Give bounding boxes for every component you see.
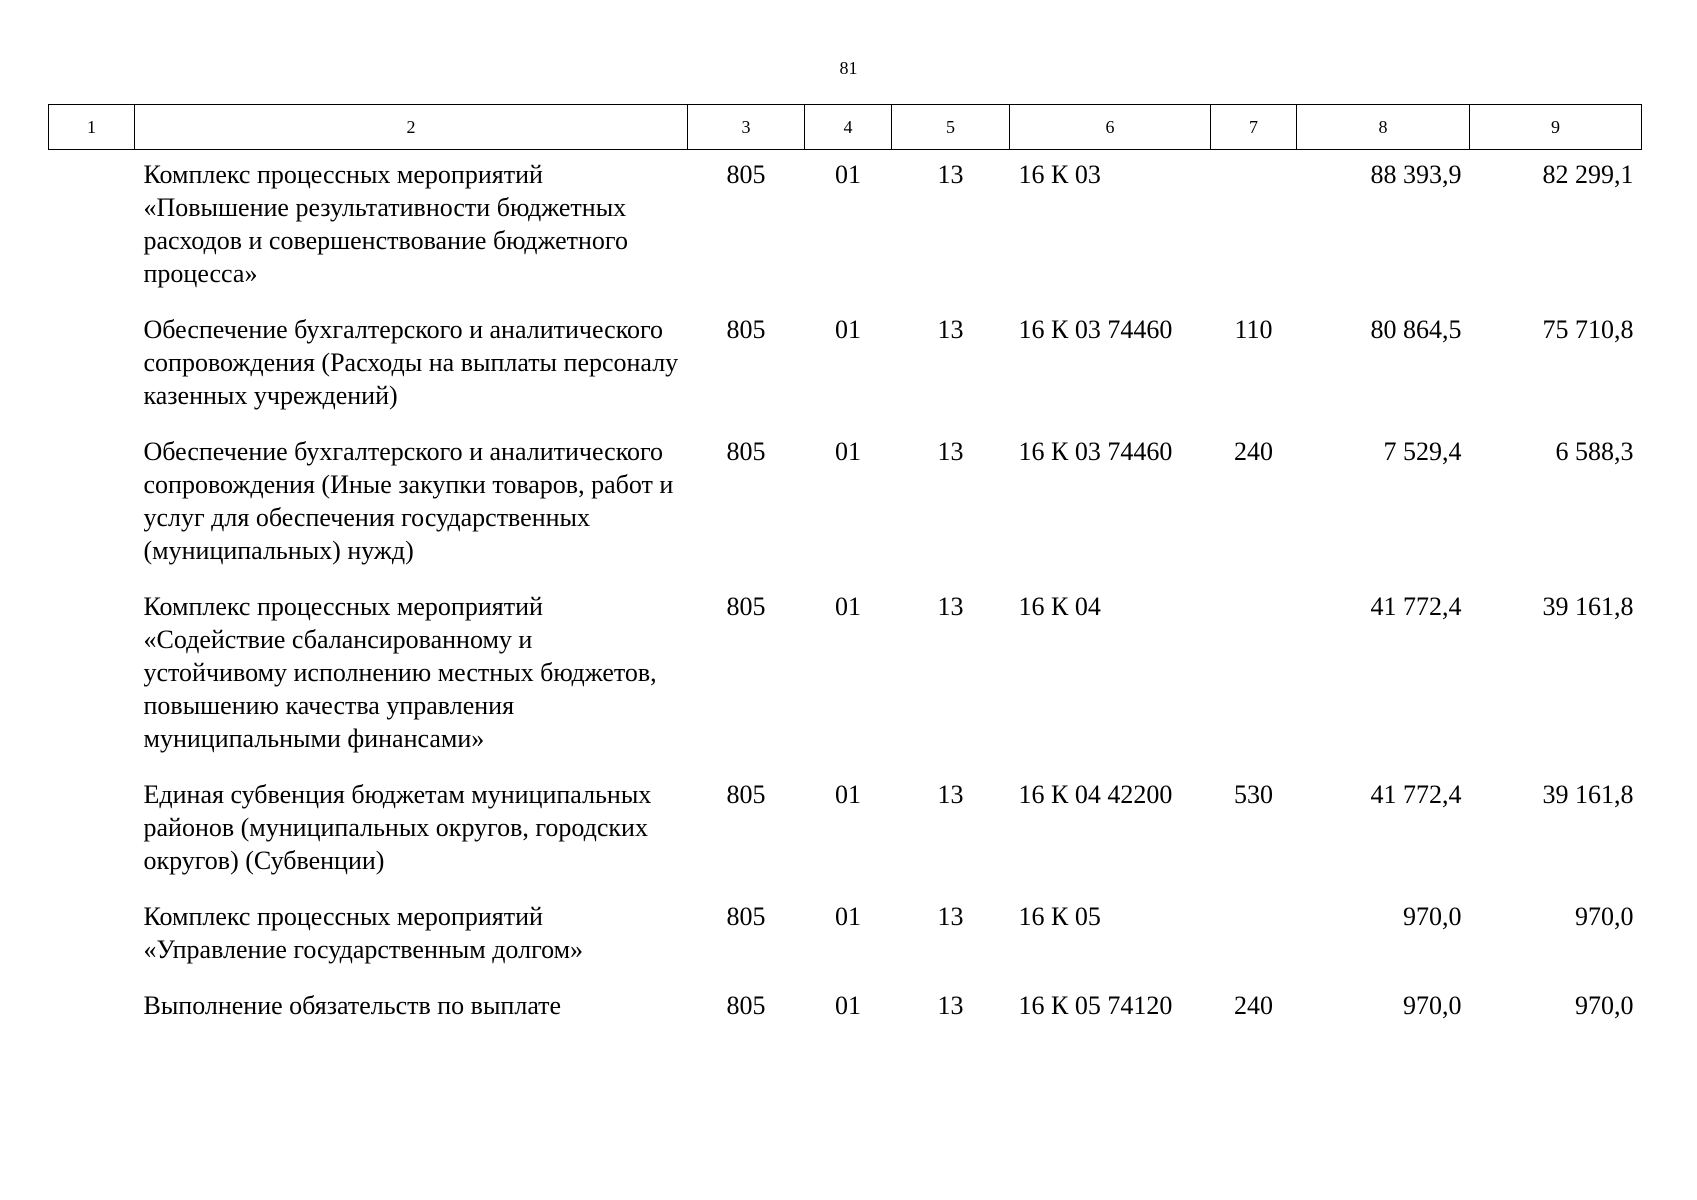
- cell-col7: [1211, 150, 1297, 304]
- column-header-8: 8: [1297, 105, 1470, 150]
- header-row: [49, 105, 1642, 150]
- table-row: [49, 303, 1642, 425]
- cell-col3: 805: [726, 780, 766, 809]
- cell-col9: 39 161,8: [1542, 780, 1634, 809]
- column-header-9: 9: [1470, 105, 1642, 150]
- cell-col4: 01: [835, 437, 861, 466]
- column-header-4: 4: [805, 105, 892, 150]
- cell-col8: 41 772,4: [1370, 780, 1462, 809]
- cell-col4: 01: [835, 315, 861, 344]
- cell-col6: 16 К 05 74120: [1018, 991, 1173, 1020]
- cell-description: Выполнение обязательств по выплате: [143, 991, 562, 1020]
- cell-col8: 970,0: [1403, 902, 1462, 931]
- column-header-1: 1: [49, 105, 135, 150]
- cell-col8: 7 529,4: [1383, 437, 1462, 466]
- cell-col5: 13: [937, 780, 964, 809]
- cell-col6: 16 К 04: [1018, 592, 1101, 621]
- cell-col1: [49, 425, 135, 580]
- cell-col6: 16 К 04 42200: [1018, 780, 1173, 809]
- table-row: [49, 768, 1642, 890]
- cell-col3: 805: [726, 160, 766, 189]
- cell-col5: 13: [937, 160, 964, 189]
- cell-col9: 82 299,1: [1542, 160, 1634, 189]
- table-header: [49, 105, 1642, 150]
- cell-col1: [49, 303, 135, 425]
- cell-description: Обеспечение бухгалтерского и аналитического сопровождения (Расходы на выплаты персоналу казенных учреждений): [143, 315, 679, 410]
- cell-col4: 01: [835, 780, 861, 809]
- column-header-5: 5: [892, 105, 1010, 150]
- table-body: [49, 150, 1642, 1036]
- table-row: [49, 150, 1642, 304]
- table-row: [49, 979, 1642, 1035]
- cell-description: Комплекс процессных мероприятий «Управление государственным долгом»: [143, 902, 584, 964]
- cell-col5: 13: [937, 991, 964, 1020]
- cell-col8: 970,0: [1403, 991, 1462, 1020]
- table-row: [49, 425, 1642, 580]
- table-row: [49, 580, 1642, 768]
- cell-col9: 75 710,8: [1542, 315, 1634, 344]
- cell-col7: 240: [1234, 437, 1273, 466]
- cell-col8: 41 772,4: [1370, 592, 1462, 621]
- cell-col5: 13: [937, 902, 964, 931]
- cell-col3: 805: [726, 991, 766, 1020]
- cell-col7: [1211, 890, 1297, 979]
- cell-col4: 01: [835, 160, 861, 189]
- budget-table: [48, 104, 1642, 1035]
- cell-col6: 16 К 03 74460: [1018, 437, 1173, 466]
- cell-col7: [1211, 580, 1297, 768]
- cell-col7: 530: [1234, 780, 1273, 809]
- cell-description: Обеспечение бухгалтерского и аналитического сопровождения (Иные закупки товаров, работ и услуг для обеспечения государственных (муниципальных) нужд): [143, 437, 674, 565]
- cell-col5: 13: [937, 437, 964, 466]
- cell-col7: 240: [1234, 991, 1273, 1020]
- cell-description: Единая субвенция бюджетам муниципальных районов (муниципальных округов, городских округов) (Субвенции): [143, 780, 652, 875]
- cell-description: Комплекс процессных мероприятий «Содействие сбалансированному и устойчивому исполнению местных бюджетов, повышению качества управления муниципальными финансами»: [143, 592, 657, 753]
- cell-col1: [49, 890, 135, 979]
- cell-col4: 01: [835, 991, 861, 1020]
- cell-col7: 110: [1234, 315, 1273, 344]
- column-header-6: 6: [1010, 105, 1211, 150]
- column-header-3: 3: [688, 105, 805, 150]
- cell-col8: 88 393,9: [1370, 160, 1462, 189]
- cell-col4: 01: [835, 902, 861, 931]
- cell-description: Комплекс процессных мероприятий «Повышение результативности бюджетных расходов и совершенствование бюджетного процесса»: [143, 160, 628, 288]
- cell-col1: [49, 979, 135, 1035]
- cell-col3: 805: [726, 315, 766, 344]
- cell-col1: [49, 768, 135, 890]
- table-row: [49, 890, 1642, 979]
- cell-col1: [49, 150, 135, 304]
- cell-col6: 16 К 05: [1018, 902, 1101, 931]
- cell-col6: 16 К 03 74460: [1018, 315, 1173, 344]
- cell-col1: [49, 580, 135, 768]
- column-header-2: 2: [135, 105, 688, 150]
- cell-col5: 13: [937, 592, 964, 621]
- cell-col6: 16 К 03: [1018, 160, 1101, 189]
- cell-col9: 970,0: [1575, 991, 1634, 1020]
- cell-col3: 805: [726, 437, 766, 466]
- cell-col9: 6 588,3: [1555, 437, 1634, 466]
- page-number: 81: [839, 58, 858, 78]
- cell-col3: 805: [726, 902, 766, 931]
- cell-col5: 13: [937, 315, 964, 344]
- cell-col8: 80 864,5: [1370, 315, 1462, 344]
- column-header-7: 7: [1211, 105, 1297, 150]
- cell-col9: 39 161,8: [1542, 592, 1634, 621]
- cell-col9: 970,0: [1575, 902, 1634, 931]
- cell-col3: 805: [726, 592, 766, 621]
- cell-col4: 01: [835, 592, 861, 621]
